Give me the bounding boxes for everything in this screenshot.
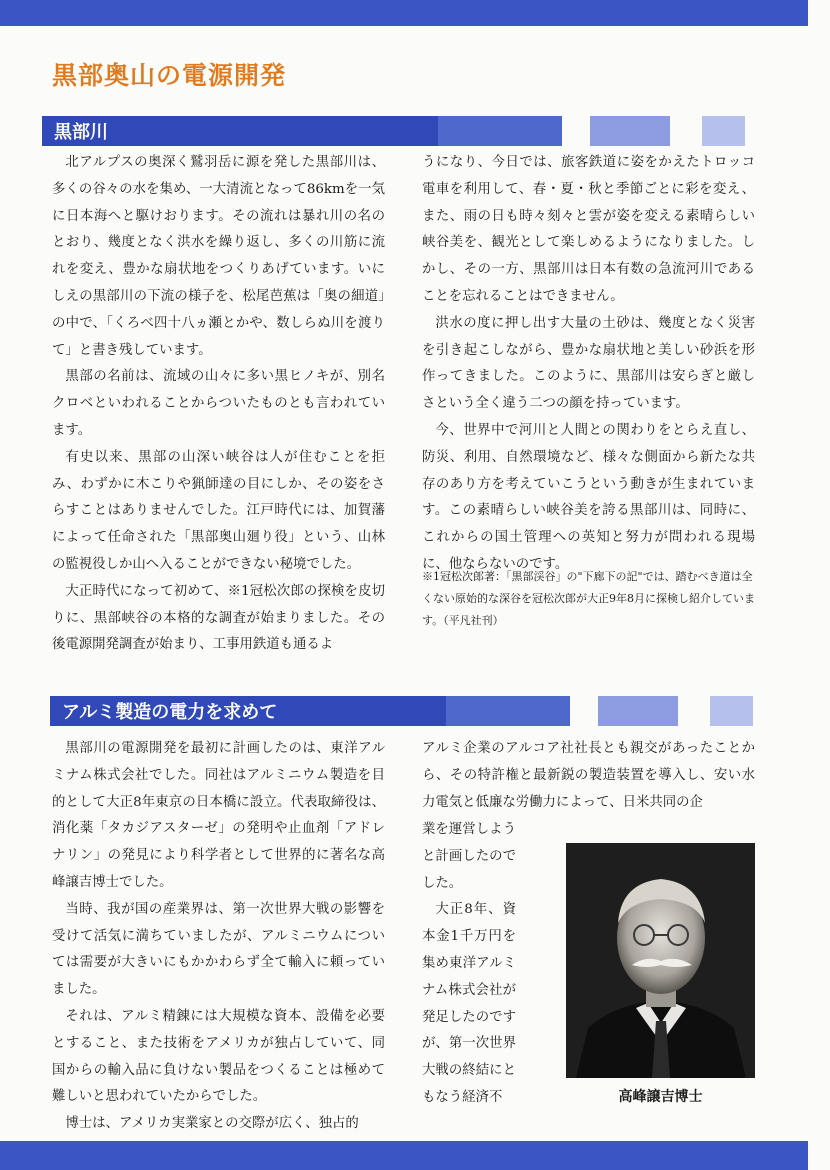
header-stripe xyxy=(598,696,678,726)
paragraph: 北アルプスの奥深く鷲羽岳に源を発した黒部川は、多くの谷々の水を集め、一大清流となって86kmを一気に日本海へと駆けおります。その流れは暴れ川の名のとおり、幾度となく洪水を繰り返し、多くの川筋に流れを変え、豊かな扇状地をつくりあげています。いにしえの黒部川の下流の様子を、松尾芭蕉は「奥の細道」の中で、「くろべ四十八ヵ瀬とかや、数しらぬ川を渡りて」と書き残しています。 xyxy=(52,155,385,358)
section2-right-narrow-column xyxy=(422,817,516,1112)
paragraph: それは、アルミ精錬には大規模な資本、設備を必要とすること、また技術をアメリカが独占していて、同国からの輸入品に負けない製品をつくることは極めて難しいと思われていたからでした。 xyxy=(52,1008,385,1105)
header-stripe xyxy=(710,696,753,726)
section1-left-column xyxy=(52,150,385,659)
paragraph: 黒部川の電源開発を最初に計画したのは、東洋アルミナム株式会社でした。同社はアルミニウム製造を目的として大正8年東京の日本橋に設立。代表取締役は、消化薬「タカジアスターゼ」の発明や止血剤「アドレナリン」の発見により科学者として世界的に著名な高峰譲吉博士でした。 xyxy=(52,741,385,890)
paragraph: 業を運営しようと計画したのでした。 xyxy=(422,822,516,891)
paragraph: 大正8年、資本金1千万円を集め東洋アルミナム株式会社が発足したのですが、第一次世界大戦の終結にともなう経済不 xyxy=(422,902,516,1105)
header-gap xyxy=(670,116,702,146)
bottom-color-bar xyxy=(0,1141,808,1170)
section2-left-column xyxy=(52,736,385,1138)
top-color-bar xyxy=(0,0,808,26)
section-header-aluminum xyxy=(50,696,753,726)
paragraph: 当時、我が国の産業界は、第一次世界大戦の影響を受けて活気に満ちていましたが、アルミニウムについては需要が大きいにもかかわらず全て輸入に頼っていました。 xyxy=(52,901,385,998)
header-gap xyxy=(570,696,598,726)
paragraph: うになり、今日では、旅客鉄道に姿をかえたトロッコ電車を利用して、春・夏・秋と季節ごとに彩を変え、また、雨の日も時々刻々と雲が姿を変える素晴らしい峡谷美を、観光として楽しめるようになりました。しかし、その一方、黒部川は日本有数の急流河川であることを忘れることはできません。 xyxy=(422,155,755,304)
paragraph: 今、世界中で河川と人間との関わりをとらえ直し、防災、利用、自然環境など、様々な側面から新たな共存のあり方を考えていこうという動きが生まれています。この素晴らしい峡谷美を誇る黒部川は、同時に、これからの国土管理への英知と努力が問われる現場に、他ならないのです。 xyxy=(422,422,755,572)
paragraph: アルミ企業のアルコア社社長とも親交があったことから、その特許権と最新鋭の製造装置を導入し、安い水力電気と低廉な労働力によって、日米共同の企 xyxy=(422,741,755,810)
portrait-illustration xyxy=(566,843,755,1078)
section2-right-top xyxy=(422,736,755,816)
footnote: ※1冠松次郎著：「黒部渓谷」の"下廊下の記"では、踏むべき道は全くない原始的な深谷を冠松次郎が大正9年8月に探検し紹介しています。（平凡社刊） xyxy=(422,570,755,627)
paragraph: 有史以来、黒部の山深い峡谷は人が住むことを拒み、わずかに木こりや猟師達の目にしか、その姿をさらすことはありませんでした。江戸時代には、加賀藩によって任命された「黒部奥山廻り役」という、山林の監視役しか山へ入ることができない秘境でした。 xyxy=(52,449,385,572)
paragraph: 博士は、アメリカ実業家との交際が広く、独占的 xyxy=(65,1116,359,1132)
photo-caption: 高峰譲吉博士 xyxy=(618,1089,703,1105)
section-heading: 黒部川 xyxy=(42,116,438,146)
page-title: 黒部奥山の電源開発 xyxy=(52,61,287,90)
paragraph: 洪水の度に押し出す大量の土砂は、幾度となく災害を引き起こしながら、豊かな扇状地と美しい砂浜を形作ってきました。このように、黒部川は安らぎと厳しさという全く違う二つの顔を持っています。 xyxy=(422,315,755,412)
portrait-photo xyxy=(566,843,755,1078)
section-header-kurobe xyxy=(42,116,745,146)
header-gap xyxy=(678,696,710,726)
section-heading: アルミ製造の電力を求めて xyxy=(50,696,446,726)
header-stripe xyxy=(590,116,670,146)
paragraph: 黒部の名前は、流域の山々に多い黒ヒノキが、別名クロベといわれることからついたものとも言われています。 xyxy=(52,369,385,438)
section1-right-column xyxy=(422,150,755,579)
header-stripe xyxy=(438,116,562,146)
header-gap xyxy=(562,116,590,146)
header-stripe xyxy=(702,116,745,146)
paragraph: 大正時代になって初めて、※1冠松次郎の探検を皮切りに、黒部峡谷の本格的な調査が始まりました。その後電源開発調査が始まり、工事用鉄道も通るよ xyxy=(52,583,385,653)
header-stripe xyxy=(446,696,570,726)
